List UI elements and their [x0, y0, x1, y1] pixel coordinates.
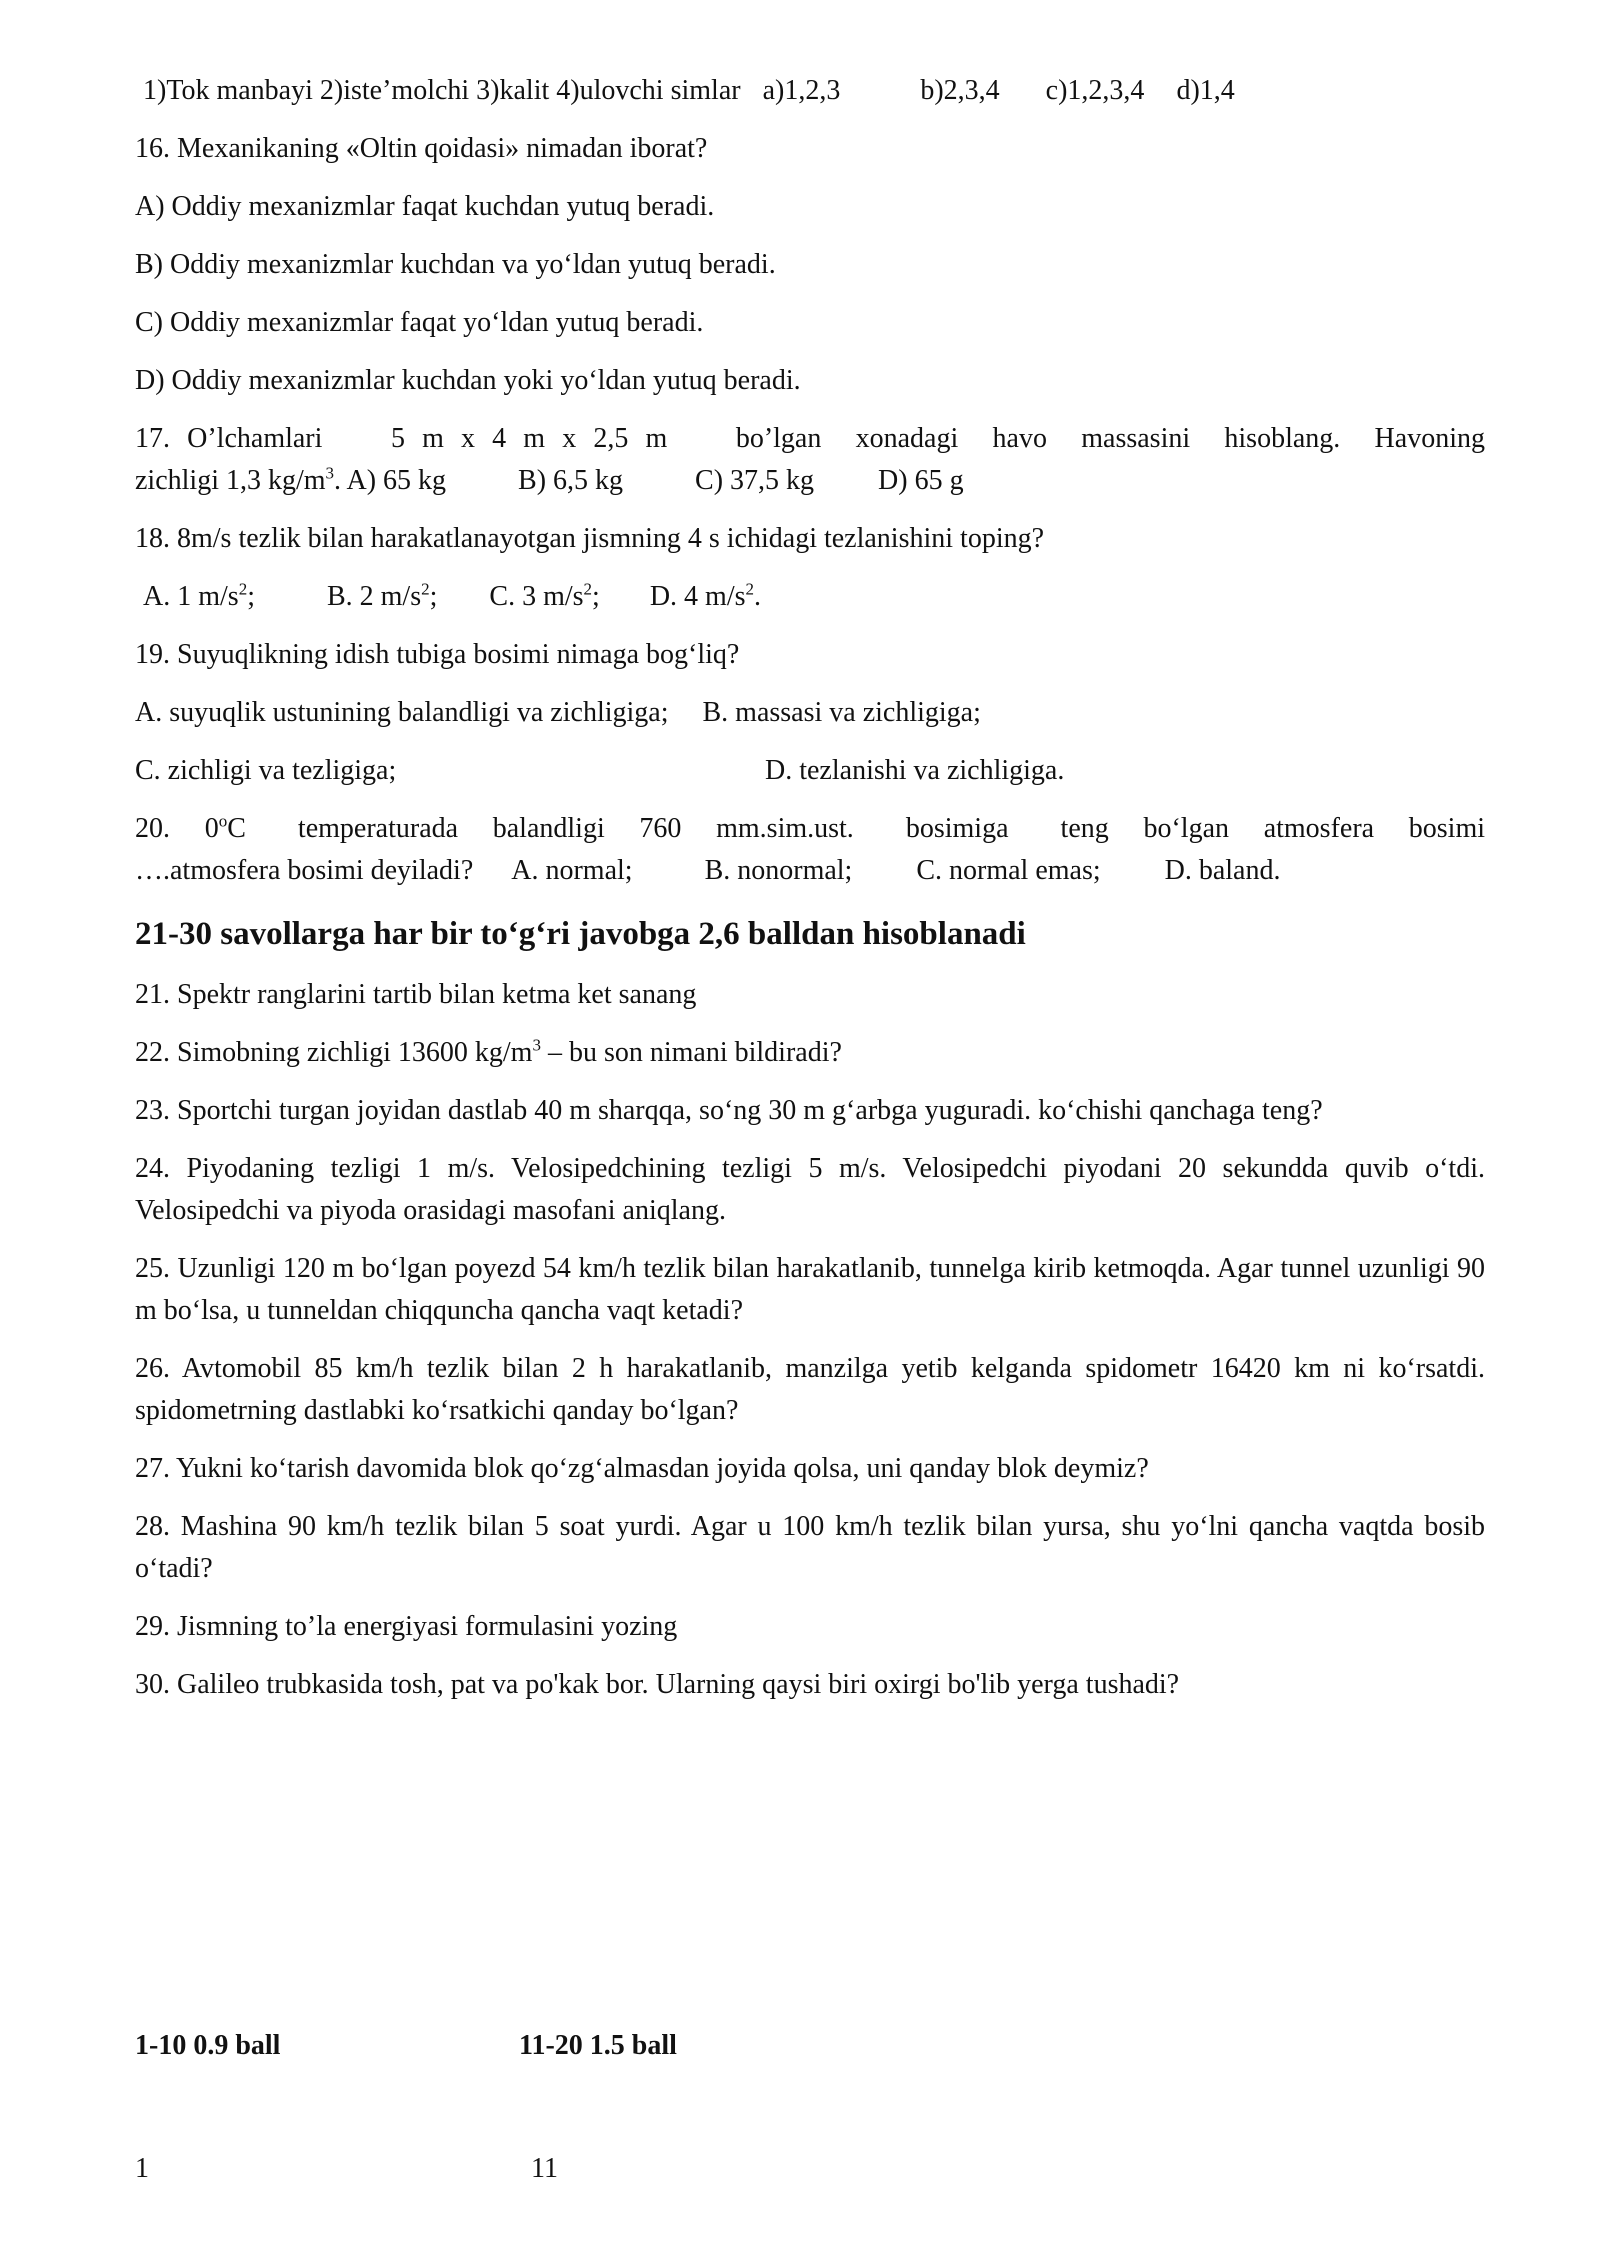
section-heading: 21-30 savollarga har bir to‘g‘ri javobga 2,6 balldan hisoblanadi [135, 916, 1026, 952]
q15-option-a: a)1,2,3 [762, 75, 841, 106]
q16-option-b: B) Oddiy mexanizmlar kuchdan va yo‘ldan yutuq beradi. [135, 249, 776, 280]
q25: 25. Uzunligi 120 m bo‘lgan poyezd 54 km/h tezlik bilan harakatlanib, tunnelga kirib ketmoqda. Agar tunnel uzunligi 90 m bo‘lsa, u tunneldan chiqquncha qancha vaqt ketadi? [135, 1253, 1485, 1326]
q17-line2 [135, 460, 1485, 502]
q20-option-b: B. nonormal; [704, 855, 853, 886]
q15-option-d: d)1,4 [1176, 75, 1235, 106]
page-numbers [135, 2148, 558, 2190]
q15-option-c: c)1,2,3,4 [1045, 75, 1145, 106]
q30: 30. Galileo trubkasida tosh, pat va po'kak bor. Ularning qaysi biri oxirgi bo'lib yerga tushadi? [135, 1669, 1180, 1700]
q19-option-b: B. massasi va zichligiga; [702, 697, 981, 728]
q22: 22. Simobning zichligi 13600 $kg/m^3$ – bu son nimani bildiradi? [135, 1035, 842, 1068]
q16-option-a: A) Oddiy mexanizmlar faqat kuchdan yutuq beradi. [135, 191, 715, 222]
q15-option-b: b)2,3,4 [920, 75, 1000, 106]
q19-options-ab [135, 692, 1485, 734]
q17-option-d: D) 65 g [878, 465, 964, 496]
q20-option-c: C. normal emas; [916, 855, 1101, 886]
q17-option-c: C) 37,5 kg [695, 465, 815, 496]
score-11-20: 11-20 1.5 ball [519, 2030, 677, 2061]
q19-option-d: D. tezlanishi va zichligiga. [765, 755, 1065, 786]
page-number-a: 1 [135, 2153, 149, 2184]
q23: 23. Sportchi turgan joyidan dastlab 40 m sharqqa, so‘ng 30 m g‘arbga yuguradi. ko‘chishi qanchaga teng? [135, 1095, 1323, 1126]
q18-question: 18. 8m/s tezlik bilan harakatlanayotgan jismning 4 s ichidagi tezlanishini toping? [135, 523, 1045, 554]
document-content [135, 70, 1485, 1706]
q28: 28. Mashina 90 km/h tezlik bilan 5 soat yurdi. Agar u 100 km/h tezlik bilan yursa, shu yo‘lni qancha vaqtda bosib o‘tadi? [135, 1511, 1485, 1584]
q27: 27. Yukni ko‘tarish davomida blok qo‘zg‘almasdan joyida qolsa, uni qanday blok deymiz? [135, 1453, 1149, 1484]
q26: 26. Avtomobil 85 km/h tezlik bilan 2 h harakatlanib, manzilga yetib kelganda spidometr 16420 km ni ko‘rsatdi. spidometrning dastlabki ko‘rsatkichi qanday bo‘lgan? [135, 1353, 1485, 1426]
q20-question-end: ….atmosfera bosimi deyiladi? [135, 855, 474, 886]
q20-option-a: A. normal; [511, 855, 633, 886]
q19-options-cd [135, 750, 1485, 792]
q20-line1: 20. 0$^o$C temperaturada balandligi 760 mm.sim.ust. bosimiga teng bo‘lgan atmosfera bosimi [135, 811, 1486, 844]
q17-line1: 17. O’lchamlari 5 m x 4 m x 2,5 m bo’lgan xonadagi havo massasini hisoblang. Havoning [135, 423, 1485, 454]
q19-option-c: C. zichligi va tezligiga; [135, 755, 397, 786]
q18-option-c: C. 3 $m/s^2$; [489, 579, 600, 612]
q20-option-d: D. baland. [1164, 855, 1281, 886]
q20-line2 [135, 850, 1485, 892]
q15-items: 1)Tok manbayi 2)iste’molchi 3)kalit 4)ulovchi simlar [143, 75, 741, 106]
q20-block [135, 808, 1485, 892]
q16-option-c: C) Oddiy mexanizmlar faqat yo‘ldan yutuq beradi. [135, 307, 704, 338]
q17-option-b: B) 6,5 kg [518, 465, 624, 496]
q16-question: 16. Mexanikaning «Oltin qoidasi» nimadan iborat? [135, 133, 708, 164]
q18-option-d: D. 4 $m/s^2$. [649, 579, 761, 612]
q19-question: 19. Suyuqlikning idish tubiga bosimi nimaga bog‘liq? [135, 639, 740, 670]
q17-superscript: 3 [325, 463, 335, 483]
q19-option-a: A. suyuqlik ustunining balandligi va zichligiga; [135, 697, 669, 728]
q24: 24. Piyodaning tezligi 1 m/s. Velosipedchining tezligi 5 m/s. Velosipedchi piyodani 20 sekundda quvib o‘tdi. Velosipedchi va piyoda orasidagi masofani aniqlang. [135, 1153, 1485, 1226]
page-number-b: 11 [531, 2153, 558, 2184]
q18-option-b: B. 2 $m/s^2$; [326, 579, 438, 612]
q17-option-a: . A) 65 kg [334, 465, 447, 496]
score-footer [135, 2025, 677, 2067]
q29: 29. Jismning to’la energiyasi formulasini yozing [135, 1611, 678, 1642]
q18-options [135, 576, 1485, 618]
q17-density: zichligi 1,3 kg/m [135, 465, 326, 496]
score-1-10: 1-10 0.9 ball [135, 2030, 281, 2061]
q16-option-d: D) Oddiy mexanizmlar kuchdan yoki yo‘ldan yutuq beradi. [135, 365, 801, 396]
q17-block [135, 418, 1485, 502]
q21: 21. Spektr ranglarini tartib bilan ketma ket sanang [135, 979, 697, 1010]
q15-options-line [135, 70, 1485, 112]
q18-option-a: A. 1 $m/s^2$; [143, 579, 255, 612]
